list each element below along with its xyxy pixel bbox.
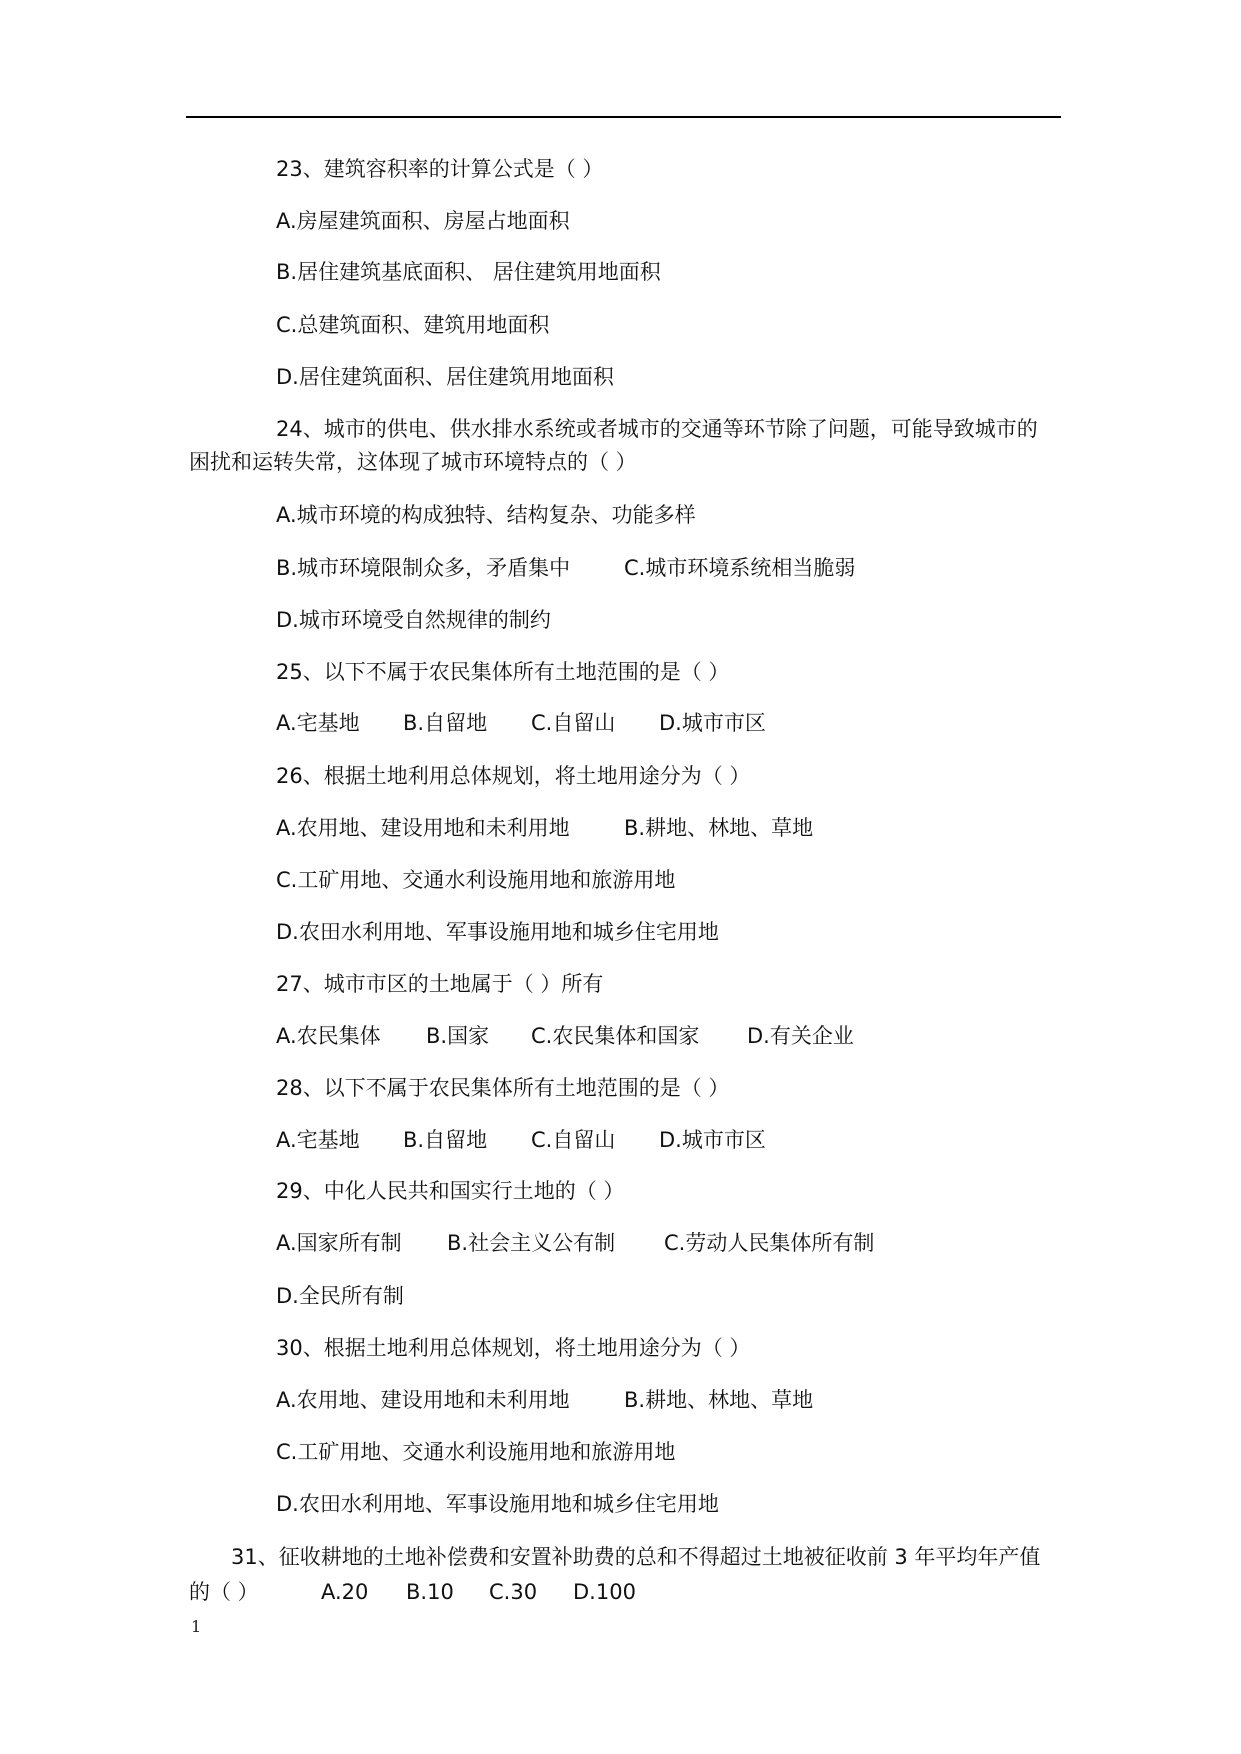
- question-24-option-a: A.城市环境的构成独特、结构复杂、功能多样: [276, 503, 696, 527]
- question-24-option-c: C.城市环境系统相当脆弱: [624, 556, 856, 580]
- question-26-option-d: D.农田水利用地、军事设施用地和城乡住宅用地: [276, 920, 719, 944]
- question-23-option-a: A.房屋建筑面积、房屋占地面积: [276, 209, 570, 233]
- question-24-option-b: B.城市环境限制众多，矛盾集中: [276, 556, 571, 580]
- question-30-option-c: C.工矿用地、交通水利设施用地和旅游用地: [276, 1440, 676, 1464]
- question-27-options-line: [0, 1023, 1241, 1049]
- question-31-option-b: B.10: [406, 1580, 454, 1604]
- question-29-option-d-line: [0, 1283, 1241, 1309]
- question-23-option-b-line: [0, 259, 1241, 285]
- question-28-option-d: D.城市市区: [659, 1128, 766, 1152]
- question-30-option-ab-line: [0, 1387, 1241, 1413]
- question-23-option-c: C.总建筑面积、建筑用地面积: [276, 313, 550, 337]
- question-31-stem-line-1: 31、征收耕地的土地补偿费和安置补助费的总和不得超过土地被征收前 3 年平均年产值: [231, 1545, 1041, 1569]
- question-25-option-c: C.自留山: [531, 711, 616, 735]
- question-31: [0, 1544, 1241, 1570]
- question-29-option-d: D.全民所有制: [276, 1284, 404, 1308]
- question-31-option-a: A.20: [321, 1580, 369, 1604]
- question-24-option-bc-line: [0, 555, 1241, 581]
- question-23-option-a-line: [0, 208, 1241, 234]
- question-30-option-d: D.农田水利用地、军事设施用地和城乡住宅用地: [276, 1492, 719, 1516]
- question-24: [0, 416, 1241, 442]
- question-30-stem: 30、根据土地利用总体规划，将土地用途分为（ ）: [276, 1336, 751, 1360]
- question-31-continued: [0, 1579, 1241, 1605]
- question-25-option-b: B.自留地: [403, 711, 488, 735]
- question-23-option-d: D.居住建筑面积、居住建筑用地面积: [276, 365, 614, 389]
- question-26-option-d-line: [0, 919, 1241, 945]
- question-25-stem: 25、以下不属于农民集体所有土地范围的是（ ）: [276, 660, 730, 684]
- question-28-option-b: B.自留地: [403, 1128, 488, 1152]
- question-24-option-d-line: [0, 607, 1241, 633]
- question-31-stem-line-2: 的（ ）: [189, 1580, 259, 1604]
- question-28-stem: 28、以下不属于农民集体所有土地范围的是（ ）: [276, 1076, 730, 1100]
- question-30: [0, 1335, 1241, 1361]
- question-28: [0, 1075, 1241, 1101]
- question-26-option-a: A.农用地、建设用地和未利用地: [276, 816, 570, 840]
- question-24-option-d: D.城市环境受自然规律的制约: [276, 608, 551, 632]
- question-29-option-c: C.劳动人民集体所有制: [664, 1231, 875, 1255]
- question-28-option-a: A.宅基地: [276, 1128, 360, 1152]
- question-25-option-d: D.城市市区: [659, 711, 766, 735]
- question-27: [0, 971, 1241, 997]
- page-number: 1: [191, 1617, 202, 1636]
- question-23-stem: 23、建筑容积率的计算公式是（ ）: [276, 157, 604, 181]
- question-24-option-a-line: [0, 502, 1241, 528]
- question-23-option-d-line: [0, 364, 1241, 390]
- question-23-option-c-line: [0, 312, 1241, 338]
- question-30-option-a: A.农用地、建设用地和未利用地: [276, 1388, 570, 1412]
- question-25-options-line: [0, 710, 1241, 736]
- question-24-stem-line-2: 困扰和运转失常，这体现了城市环境特点的（ ）: [189, 450, 637, 474]
- question-30-option-c-line: [0, 1439, 1241, 1465]
- question-29-option-abc-line: [0, 1230, 1241, 1256]
- question-26-option-ab-line: [0, 815, 1241, 841]
- question-27-option-b: B.国家: [426, 1024, 490, 1048]
- question-23: [0, 156, 1241, 182]
- question-29-option-a: A.国家所有制: [276, 1231, 402, 1255]
- question-28-option-c: C.自留山: [531, 1128, 616, 1152]
- question-27-option-c: C.农民集体和国家: [531, 1024, 700, 1048]
- question-31-option-c: C.30: [489, 1580, 538, 1604]
- question-29-option-b: B.社会主义公有制: [447, 1231, 616, 1255]
- question-30-option-b: B.耕地、林地、草地: [624, 1388, 814, 1412]
- question-27-stem: 27、城市市区的土地属于（ ）所有: [276, 972, 604, 996]
- question-28-options-line: [0, 1127, 1241, 1153]
- question-29: [0, 1178, 1241, 1204]
- question-24-continued: [0, 449, 1241, 475]
- question-26-option-b: B.耕地、林地、草地: [624, 816, 814, 840]
- question-26-option-c: C.工矿用地、交通水利设施用地和旅游用地: [276, 868, 676, 892]
- question-29-stem: 29、中化人民共和国实行土地的（ ）: [276, 1179, 625, 1203]
- question-30-option-d-line: [0, 1491, 1241, 1517]
- question-31-option-d: D.100: [573, 1580, 636, 1604]
- question-26: [0, 763, 1241, 789]
- question-27-option-a: A.农民集体: [276, 1024, 381, 1048]
- question-26-option-c-line: [0, 867, 1241, 893]
- header-rule: [186, 116, 1061, 118]
- question-23-option-b: B.居住建筑基底面积、 居住建筑用地面积: [276, 260, 661, 284]
- question-24-stem-line-1: 24、城市的供电、供水排水系统或者城市的交通等环节除了问题，可能导致城市的: [276, 417, 1038, 441]
- question-25: [0, 659, 1241, 685]
- question-26-stem: 26、根据土地利用总体规划，将土地用途分为（ ）: [276, 764, 751, 788]
- question-27-option-d: D.有关企业: [747, 1024, 854, 1048]
- question-25-option-a: A.宅基地: [276, 711, 360, 735]
